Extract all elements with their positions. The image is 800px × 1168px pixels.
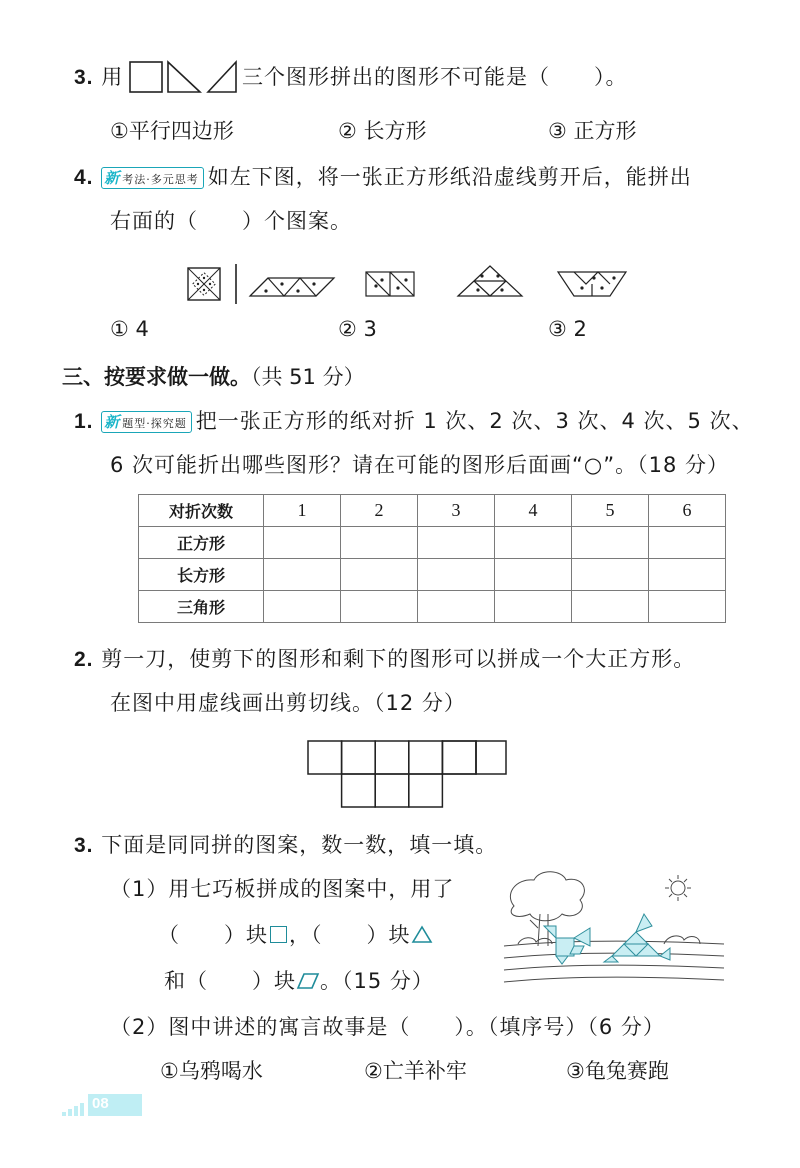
answer-cell[interactable] (264, 527, 341, 559)
answer-cell[interactable] (649, 559, 726, 591)
section-3-points: （共 51 分） (251, 365, 365, 389)
q4-figures (186, 264, 636, 304)
p3-sub1-line1: （1）用七巧板拼成的图案中，用了 (110, 877, 455, 901)
p3-sep: ， (289, 923, 311, 947)
q4-text-line2: 右面的（ ）个图案。 (110, 209, 352, 233)
p3-option-3: ③龟兔赛跑 (566, 1059, 669, 1083)
q4-number: 4. (74, 166, 94, 189)
answer-cell[interactable] (418, 559, 495, 591)
small-triangle-icon (411, 925, 433, 943)
tangram-picture (504, 866, 724, 986)
answer-cell[interactable] (341, 591, 418, 623)
p3-sub1-points: 。（15 分） (320, 969, 434, 993)
p3-sub1-line3 (164, 966, 434, 996)
table-row (139, 591, 726, 623)
tree-crown (510, 872, 584, 921)
tangram-tortoise (604, 914, 670, 962)
p3-line1 (74, 830, 497, 861)
ground-line (504, 941, 724, 946)
q4-option-1: ① 4 (110, 317, 149, 341)
row-label-square: 正方形 (139, 527, 264, 559)
fold-col-4: 4 (495, 495, 572, 527)
page-number-tab (62, 1094, 146, 1116)
answer-cell[interactable] (495, 591, 572, 623)
p1-badge-text: 题型·探究题 (122, 417, 187, 430)
fold-col-5: 5 (572, 495, 649, 527)
q4-option-3: ③ 2 (548, 317, 587, 341)
cut-grid-figure[interactable] (308, 741, 508, 811)
new-tag: 新 (104, 413, 121, 431)
answer-cell[interactable] (572, 559, 649, 591)
p2-text-line1: 剪一刀，使剪下的图形和剩下的图形可以拼成一个大正方形。 (101, 647, 696, 671)
ground-line-3 (504, 965, 724, 970)
new-tag: 新 (104, 169, 121, 187)
answer-cell[interactable] (418, 527, 495, 559)
answer-cell[interactable] (341, 559, 418, 591)
p1-text-line1: 把一张正方形的纸对折 1 次、2 次、3 次、4 次、5 次、 (195, 409, 754, 433)
q4-text-line1: 如左下图，将一张正方形纸沿虚线剪开后，能拼出 (207, 165, 692, 189)
q3-question-text: 三个图形拼出的图形不可能是（ ）。 (242, 65, 628, 89)
p3-intro: 下面是同同拼的图案，数一数，填一填。 (101, 833, 498, 857)
p3-sub2: （2）图中讲述的寓言故事是（ ）。（填序号）（6 分） (110, 1015, 665, 1039)
tree-trunk (530, 914, 548, 946)
sun-rays (665, 875, 691, 901)
answer-cell[interactable] (649, 527, 726, 559)
p2-text-line2: 在图中用虚线画出剪切线。（12 分） (110, 691, 466, 715)
fold-col-3: 3 (418, 495, 495, 527)
p3-option-1: ①乌鸦喝水 (160, 1059, 263, 1083)
p3-option-2: ②亡羊补牢 (364, 1059, 467, 1083)
fold-table-header-row (139, 495, 726, 527)
tangram-rabbit (544, 926, 590, 964)
p2-line1 (74, 644, 695, 675)
p1-badge (101, 411, 192, 433)
p1-line1 (74, 406, 754, 437)
answer-cell[interactable] (341, 527, 418, 559)
page-number: 08 (92, 1095, 109, 1112)
q4-line1 (74, 162, 692, 193)
section-3-title: 三、按要求做一做。 (62, 365, 251, 389)
p3-blank-square: （ ）块 (158, 923, 268, 947)
q4-badge-text: 考法·多元思考 (122, 173, 199, 186)
q3-number: 3. (74, 66, 94, 89)
small-parallelogram-icon (296, 972, 320, 990)
fold-col-6: 6 (649, 495, 726, 527)
small-square-icon (270, 926, 287, 943)
answer-cell[interactable] (572, 591, 649, 623)
fold-col-2: 2 (341, 495, 418, 527)
q3-option-1: ①平行四边形 (110, 119, 234, 143)
answer-cell[interactable] (264, 591, 341, 623)
p3-sub1-line2 (158, 920, 433, 950)
q3-option-3: ③ 正方形 (548, 119, 637, 143)
right-triangle-shape (168, 62, 200, 92)
answer-cell[interactable] (649, 591, 726, 623)
answer-cell[interactable] (495, 527, 572, 559)
q4-badge (101, 167, 204, 189)
answer-cell[interactable] (264, 559, 341, 591)
p1-number: 1. (74, 410, 94, 433)
pattern-3-figure (458, 266, 522, 296)
fold-table-header-label: 对折次数 (139, 495, 264, 527)
answer-cell[interactable] (495, 559, 572, 591)
pattern-1-figure (250, 278, 334, 296)
answer-cell[interactable] (572, 527, 649, 559)
p3-blank-parallelogram: 和（ ）块 (164, 969, 296, 993)
source-square-figure (188, 268, 220, 300)
q3-line (74, 62, 123, 93)
right-triangle-shape-2 (208, 62, 236, 92)
p3-number: 3. (74, 834, 94, 857)
p3-blank-triangle: （ ）块 (311, 923, 411, 947)
ground-line-4 (504, 977, 724, 982)
q3-prefix: 用 (101, 65, 124, 89)
fold-col-1: 1 (264, 495, 341, 527)
fold-table (138, 494, 726, 623)
sun-icon (671, 881, 685, 895)
square-shape (130, 62, 162, 92)
answer-cell[interactable] (418, 591, 495, 623)
q4-option-2: ② 3 (338, 317, 377, 341)
table-row (139, 559, 726, 591)
row-label-rectangle: 长方形 (139, 559, 264, 591)
row-label-triangle: 三角形 (139, 591, 264, 623)
p1-text-line2: 6 次可能折出哪些图形？请在可能的图形后面画“○”。（18 分） (110, 453, 730, 477)
p2-number: 2. (74, 648, 94, 671)
pattern-4-figure (558, 272, 626, 296)
q3-shapes-figure (128, 60, 240, 96)
section-3-heading (62, 362, 365, 392)
pattern-2-figure (366, 272, 414, 296)
table-row (139, 527, 726, 559)
q3-option-2: ② 长方形 (338, 119, 427, 143)
